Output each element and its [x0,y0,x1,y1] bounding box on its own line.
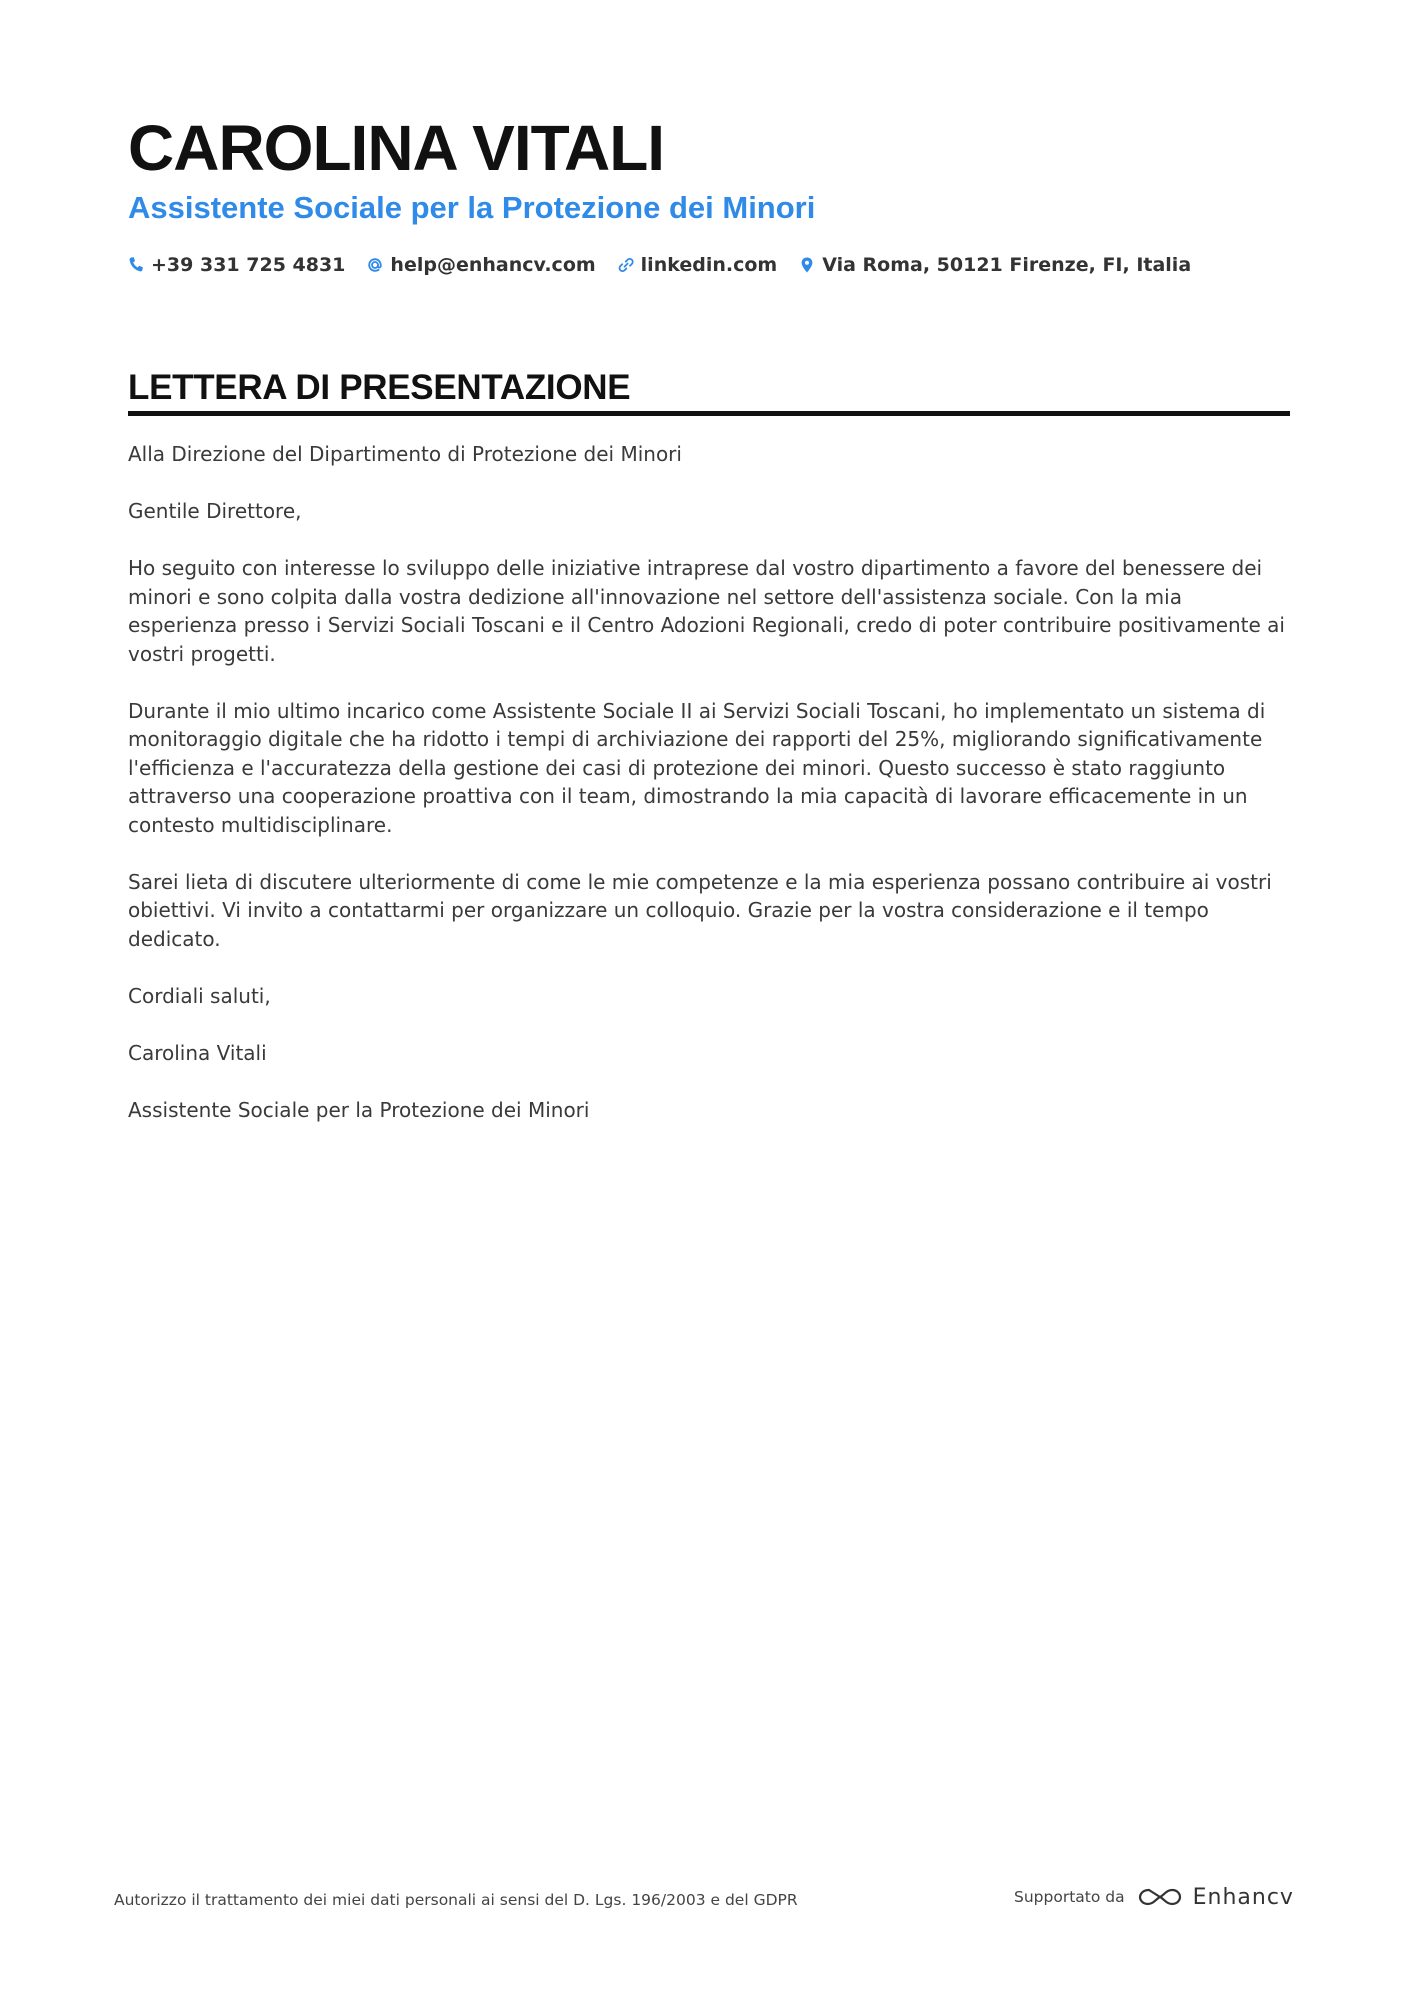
letter-paragraph: Sarei lieta di discutere ulteriormente di come le mie competenze e la mia esperienza possano contribuire ai vostri obiettivi. Vi invito a contattarmi per organizzare un colloquio. Grazie per la vostra considerazione e il tempo dedicato. [128,869,1272,951]
contact-bar [128,254,1191,276]
candidate-name: CAROLINA VITALI [128,112,665,184]
contact-website[interactable] [618,254,778,276]
link-icon [618,256,634,274]
brand-name: Enhancv [1192,1884,1294,1910]
contact-phone-text: +39 331 725 4831 [151,254,346,276]
letter-recipient: Alla Direzione del Dipartimento di Protezione dei Minori [128,442,682,466]
brand-logo[interactable] [1137,1884,1294,1910]
letter-greeting: Gentile Direttore, [128,499,302,523]
section-title: LETTERA DI PRESENTAZIONE [128,368,631,407]
infinity-logo-icon [1137,1884,1183,1910]
location-pin-icon [799,256,815,274]
contact-website-text: linkedin.com [640,254,778,276]
contact-address [799,254,1191,276]
privacy-consent: Autorizzo il trattamento dei miei dati personali ai sensi del D. Lgs. 196/2003 e del GDPR [114,1891,798,1909]
letter-paragraph: Durante il mio ultimo incarico come Assistente Sociale II ai Servizi Sociali Toscani, ho implementato un sistema di monitoraggio digitale che ha ridotto i tempi di archiviazione dei rapporti del 25%, migliorando significativamente l'efficienza e l'accuratezza della gestione dei casi di protezione dei minori. Questo successo è stato raggiunto attraverso una cooperazione proattiva con il team, dimostrando la mia capacità di lavorare efficacemente in un contesto multidisciplinare. [128,698,1266,837]
candidate-role: Assistente Sociale per la Protezione dei Minori [128,190,816,225]
contact-email[interactable] [367,254,595,276]
letter-paragraph: Ho seguito con interesse lo sviluppo delle iniziative intraprese dal vostro dipartimento a favore del benessere dei minori e sono colpita dalla vostra dedizione all'innovazione nel settore dell'assistenza sociale. Con la mia esperienza presso i Servizi Sociali Toscani e il Centro Adozioni Regionali, credo di poter contribuire positivamente ai vostri progetti. [128,556,1285,666]
letter-signature-role: Assistente Sociale per la Protezione dei Minori [128,1097,590,1122]
letter-body [128,440,1293,1153]
letter-signature-name: Carolina Vitali [128,1040,267,1065]
contact-phone[interactable] [128,254,345,276]
section-divider [128,411,1290,416]
contact-email-text: help@enhancv.com [390,254,596,276]
phone-icon [128,256,144,274]
powered-by[interactable] [1014,1884,1294,1910]
contact-address-text: Via Roma, 50121 Firenze, FI, Italia [822,254,1192,276]
letter-closing: Cordiali saluti, [128,983,271,1008]
powered-by-label: Supportato da [1014,1888,1125,1906]
at-icon [367,256,383,274]
